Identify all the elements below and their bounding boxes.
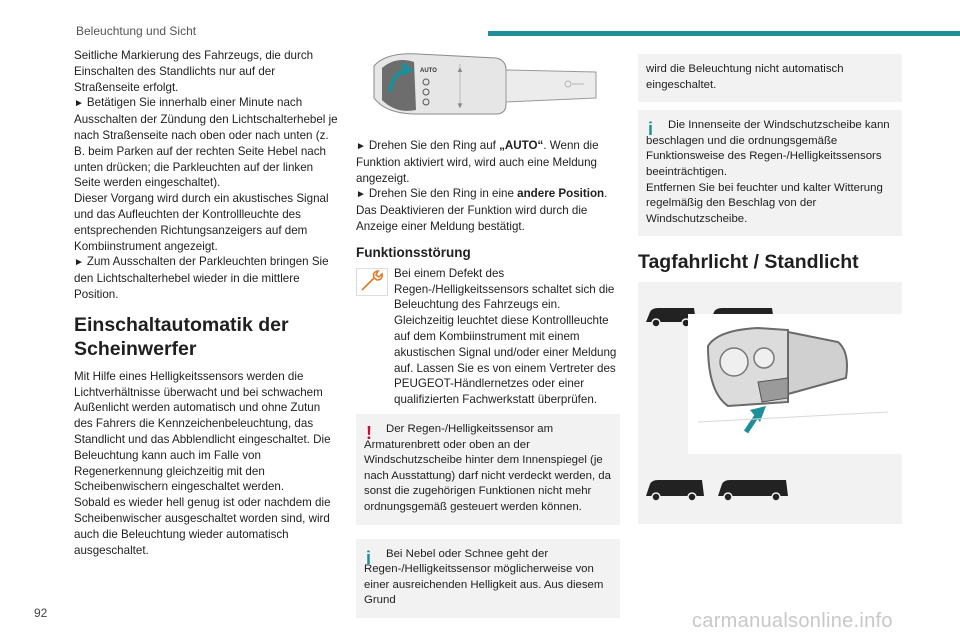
info-text: Die Innenseite der Windschutzscheibe kann beschlagen und die ordnungsgemäße Funktionsweise des Regen-/Helligkeitssensors beeinträchtigen.	[646, 119, 890, 178]
info-box	[356, 539, 620, 618]
fault-block	[356, 266, 620, 408]
info-text: Entfernen Sie bei feuchter und kalter Witterung regelmäßig den Beschlag von der Windschutzscheibe.	[646, 181, 883, 225]
watermark: carmanualsonline.info	[692, 610, 893, 632]
instruction-step: ► Drehen Sie den Ring auf „AUTO“. Wenn die Funktion aktiviert wird, wird auch eine Meldung angezeigt.	[356, 139, 599, 185]
header-accent-bar	[488, 31, 960, 36]
arrow-bullet-icon: ►	[356, 141, 366, 152]
warning-text: Der Regen-/Helligkeitssensor am Armaturenbrett oder oben an der Windschutzscheibe hinter dem Innenspiegel (je nach Ausstattung) darf nicht verdeckt werden, da sonst die zugehörigen Funktionen nicht mehr ordnungsgemäß gesteuert werden können.	[364, 422, 611, 513]
paragraph: Sobald es wieder hell genug ist oder nachdem die Scheibenwischer ausgeschaltet worden sind, wird auch die Beleuchtung wieder automatisch ausgeschaltet.	[74, 496, 331, 557]
light-stalk-illustration	[356, 48, 620, 122]
paragraph: Seitliche Markierung des Fahrzeugs, die durch Einschalten des Standlichts nur auf der Straßenseite erfolgt.	[74, 49, 314, 94]
page-number: 92	[34, 606, 48, 620]
instruction-step: ► Betätigen Sie innerhalb einer Minute nach Ausschalten der Zündung den Lichtschalterhebel je nach Straßenseite nach oben oder nach unten (z. B. beim Parken auf der rechten Seite Hebel nach unten drücken; die Parkleuchten auf der linken Seite werden eingeschaltet).	[74, 96, 338, 190]
paragraph: Mit Hilfe eines Helligkeitssensors werden die Lichtverhältnisse überwacht und bei schwachem Außenlicht werden automatisch und ohne Zutun des Fahrers die Kennzeichenbeleuchtung, das Standlicht und das Abblendlicht eingeschaltet. Die Beleuchtung kann auch im Falle von Regenerkennung gleichzeitig mit den Scheibenwischern eingeschaltet werden.	[74, 369, 331, 494]
arrow-bullet-icon: ►	[356, 189, 366, 201]
auto-label: AUTO	[420, 68, 437, 74]
instruction-step: ► Zum Ausschalten der Parkleuchten bringen Sie den Lichtschalterhebel wieder in die mittlere Position.	[74, 255, 329, 301]
arrow-bullet-icon: ►	[74, 257, 84, 269]
headlight-illustration	[638, 282, 902, 524]
info-icon: i	[648, 119, 654, 140]
section-heading: Tagfahrlicht / Standlicht	[638, 251, 859, 274]
column-left	[74, 48, 338, 558]
instruction-step: ► Drehen Sie den Ring in eine andere Position. Das Deaktivieren der Funktion wird durch die Anzeige einer Meldung bestätigt.	[356, 187, 608, 233]
info-box-continued	[638, 54, 902, 102]
arrow-bullet-icon: ►	[74, 98, 84, 110]
info-text: Bei Nebel oder Schnee geht der Regen-/Helligkeitssensor möglicherweise von einer ausreichenden Helligkeit aus. Aus diesem Grund	[364, 547, 604, 607]
info-text-continued: wird die Beleuchtung nicht automatisch eingeschaltet.	[646, 63, 844, 91]
section-heading: Einschaltautomatik der Scheinwerfer	[74, 313, 289, 360]
subsection-heading: Funktionsstörung	[356, 244, 471, 260]
column-middle	[356, 48, 620, 618]
paragraph: Dieser Vorgang wird durch ein akustisches Signal und das Aufleuchten der Kontrollleuchte des entsprechenden Richtungsanzeigers auf dem Kombiinstrument angezeigt.	[74, 192, 329, 253]
fault-text: Bei einem Defekt des Regen-/Helligkeitssensors schaltet sich die Beleuchtung des Fahrzeugs ein. Gleichzeitig leuchtet diese Kontrollleuchte auf dem Kombiinstrument mit einem akustischen Signal und/oder einer Meldung auf. Lassen Sie es von einem Vertreter des PEUGEOT-Händlernetzes oder einer qualifizierten Fachwerkstatt überprüfen.	[394, 266, 617, 407]
svg-text:▼: ▼	[456, 101, 464, 110]
info-box	[638, 110, 902, 236]
info-icon: i	[366, 547, 372, 568]
headlight-image	[638, 282, 902, 524]
warning-icon: !	[366, 422, 372, 443]
wrench-icon	[356, 268, 388, 296]
warning-box	[356, 414, 620, 525]
svg-text:▲: ▲	[456, 65, 464, 74]
section-title: Beleuchtung und Sicht	[76, 24, 197, 38]
light-stalk-image	[356, 48, 620, 122]
vehicle-variant-icon	[646, 480, 788, 501]
column-right	[638, 54, 902, 524]
